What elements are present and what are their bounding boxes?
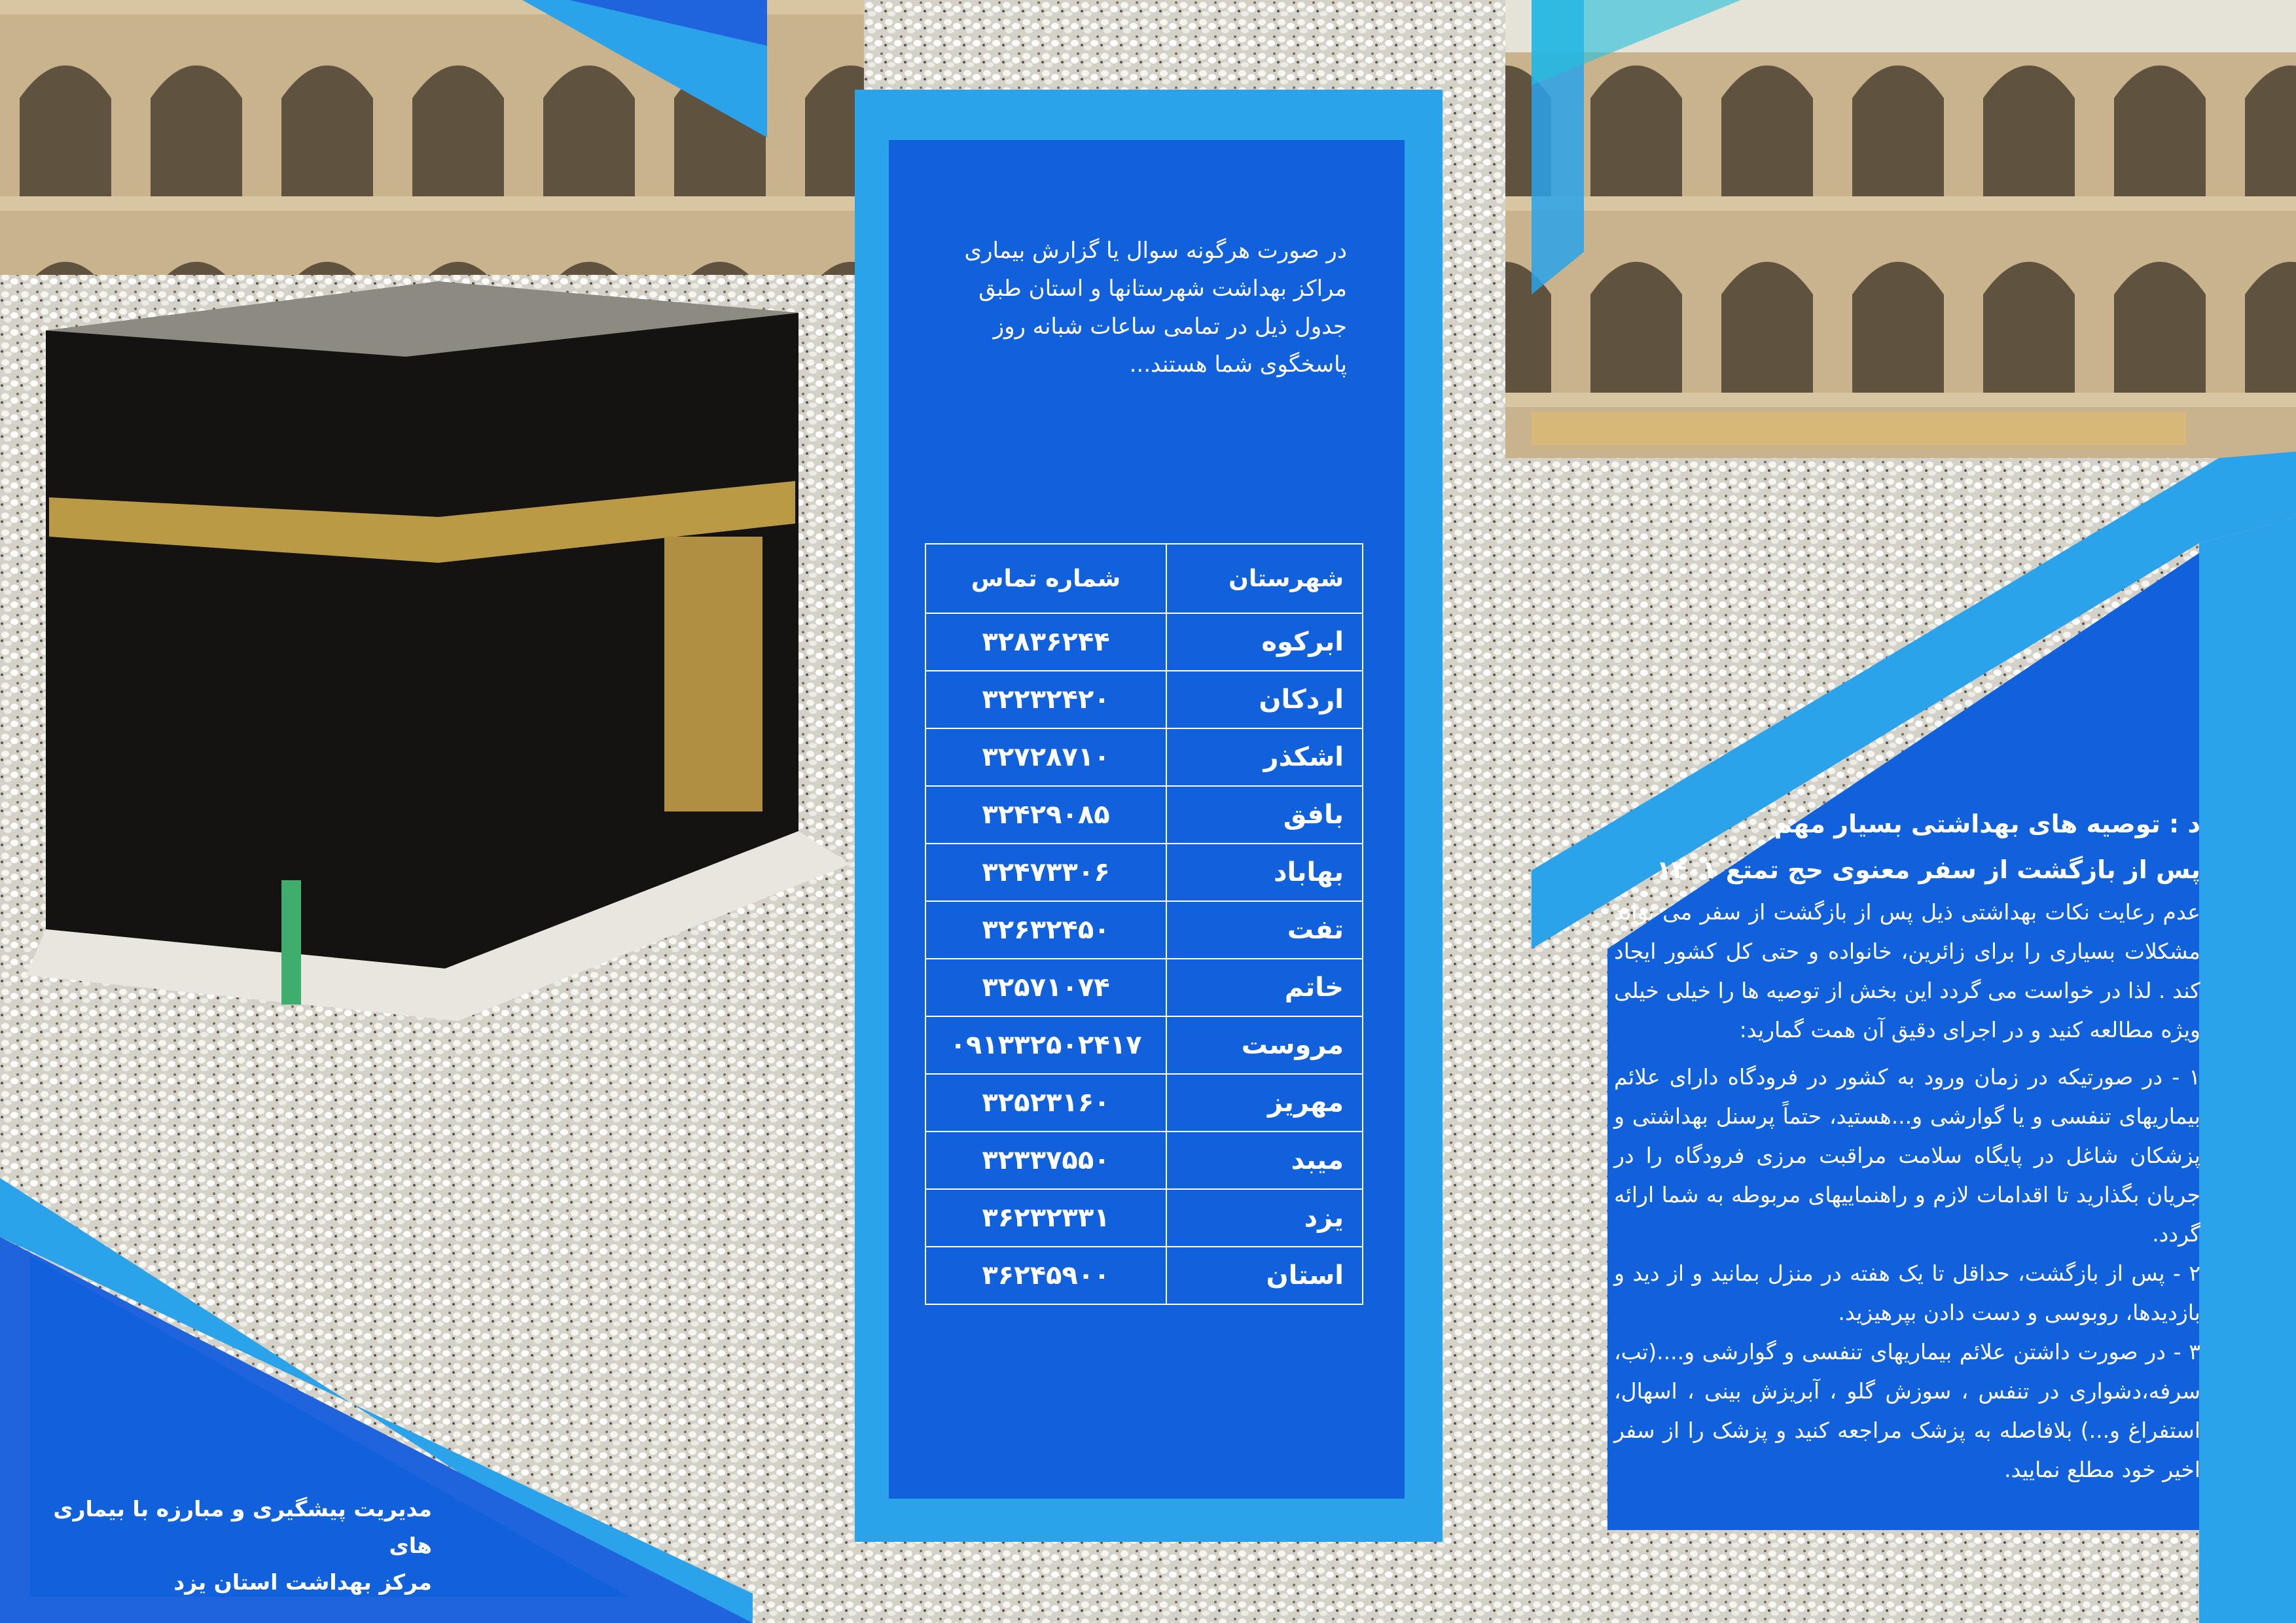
- phone-cell: ۳۲۴۷۳۳۰۶: [925, 844, 1166, 901]
- phone-cell: ۳۲۸۳۶۲۴۴: [925, 613, 1166, 671]
- county-cell: اردکان: [1166, 671, 1363, 728]
- phone-cell: ۳۲۲۳۲۴۲۰: [925, 671, 1166, 728]
- table-row: [925, 1132, 1363, 1189]
- county-cell: یزد: [1166, 1189, 1363, 1247]
- recommendations-intro: عدم رعایت نکات بهداشتی ذیل پس از بازگشت از سفر می تواند مشکلات بسیاری را برای زائرین، خانواده و حتی کل کشور ایجاد کند . لذا در خواست می گردد این بخش از توصیه ها را خیلی خیلی ویژه مطالعه کنید و در اجرای دقیق آن همت گمارید:: [1614, 899, 2200, 1043]
- county-header: شهرستان: [1166, 544, 1363, 613]
- table-row: [925, 844, 1363, 901]
- table-header-row: [925, 544, 1363, 613]
- contacts-table: [925, 543, 1363, 1305]
- phone-header: شماره تماس: [925, 544, 1166, 613]
- county-cell: اشکذر: [1166, 728, 1363, 786]
- phone-cell: ۳۲۵۷۱۰۷۴: [925, 959, 1166, 1016]
- table-row: [925, 613, 1363, 671]
- recommendations-heading: د : توصیه های بهداشتی بسیار مهم: [1774, 810, 2200, 838]
- county-cell: مروست: [1166, 1016, 1363, 1074]
- county-cell: مهریز: [1166, 1074, 1363, 1132]
- phone-cell: ۳۲۶۳۲۴۵۰: [925, 901, 1166, 959]
- table-row: [925, 1247, 1363, 1304]
- table-row: [925, 728, 1363, 786]
- recommendations-subheading: پس از بازگشت از سفر معنوی حج تمتع ۱۴۰۱: [1656, 855, 2200, 884]
- county-cell: استان: [1166, 1247, 1363, 1304]
- table-row: [925, 959, 1363, 1016]
- phone-cell: ۰۹۱۳۳۲۵۰۲۴۱۷: [925, 1016, 1166, 1074]
- table-row: [925, 786, 1363, 844]
- table-row: [925, 1016, 1363, 1074]
- recommendation-item-2: ۲ - پس از بازگشت، حداقل تا یک هفته در منزل بمانید و از دید و بازدیدها، روبوسی و دست دادن بپرهیزید.: [1614, 1260, 2200, 1325]
- recommendation-item-3: ۳ - در صورت داشتن علائم بیماریهای تنفسی و گوارشی و....(تب، سرفه،دشواری در تنفس ، سوزش گلو ، آبریزش بینی ، اسهال، استفراغ و...) بلافاصله به پزشک مراجعه کنید و پزشک را از سفر اخیر خود مطلع نمایید.: [1614, 1339, 2200, 1482]
- county-cell: بهاباد: [1166, 844, 1363, 901]
- phone-cell: ۳۲۴۲۹۰۸۵: [925, 786, 1166, 844]
- footer-organization: [52, 1491, 432, 1601]
- intro-text: در صورت هرگونه سوال یا گزارش بیماری مراکز بهداشت شهرستانها و استان طبق جدول ذیل در تمامی ساعات شبانه روز پاسخگوی شما هستند...: [964, 238, 1347, 378]
- footer-line-1: مدیریت پیشگیری و مبارزه با بیماری های: [53, 1496, 432, 1558]
- phone-cell: ۳۲۷۲۸۷۱۰: [925, 728, 1166, 786]
- recommendation-item-1: ۱ - در صورتیکه در زمان ورود به کشور در فرودگاه دارای علائم بیماریهای تنفسی و یا گوارشی و...هستید، حتماً پرسنل بهداشتی و پزشکان شاغل در پایگاه سلامت مراقبت مرزی فرودگاه را در جریان بگذارید تا اقدامات لازم و راهنماییهای مربوطه به شما ارائه گردد.: [1614, 1064, 2200, 1247]
- table-row: [925, 1189, 1363, 1247]
- county-cell: خاتم: [1166, 959, 1363, 1016]
- recommendations-section: [1614, 801, 2200, 1489]
- phone-cell: ۳۲۳۳۷۵۵۰: [925, 1132, 1166, 1189]
- table-row: [925, 671, 1363, 728]
- county-cell: تفت: [1166, 901, 1363, 959]
- phone-cell: ۳۶۲۴۵۹۰۰: [925, 1247, 1166, 1304]
- table-row: [925, 1074, 1363, 1132]
- footer-line-2: مرکز بهداشت استان یزد: [173, 1569, 432, 1595]
- county-cell: ابرکوه: [1166, 613, 1363, 671]
- county-cell: بافق: [1166, 786, 1363, 844]
- phone-cell: ۳۶۲۳۲۳۳۱: [925, 1189, 1166, 1247]
- phone-cell: ۳۲۵۲۳۱۶۰: [925, 1074, 1166, 1132]
- table-row: [925, 901, 1363, 959]
- county-cell: میبد: [1166, 1132, 1363, 1189]
